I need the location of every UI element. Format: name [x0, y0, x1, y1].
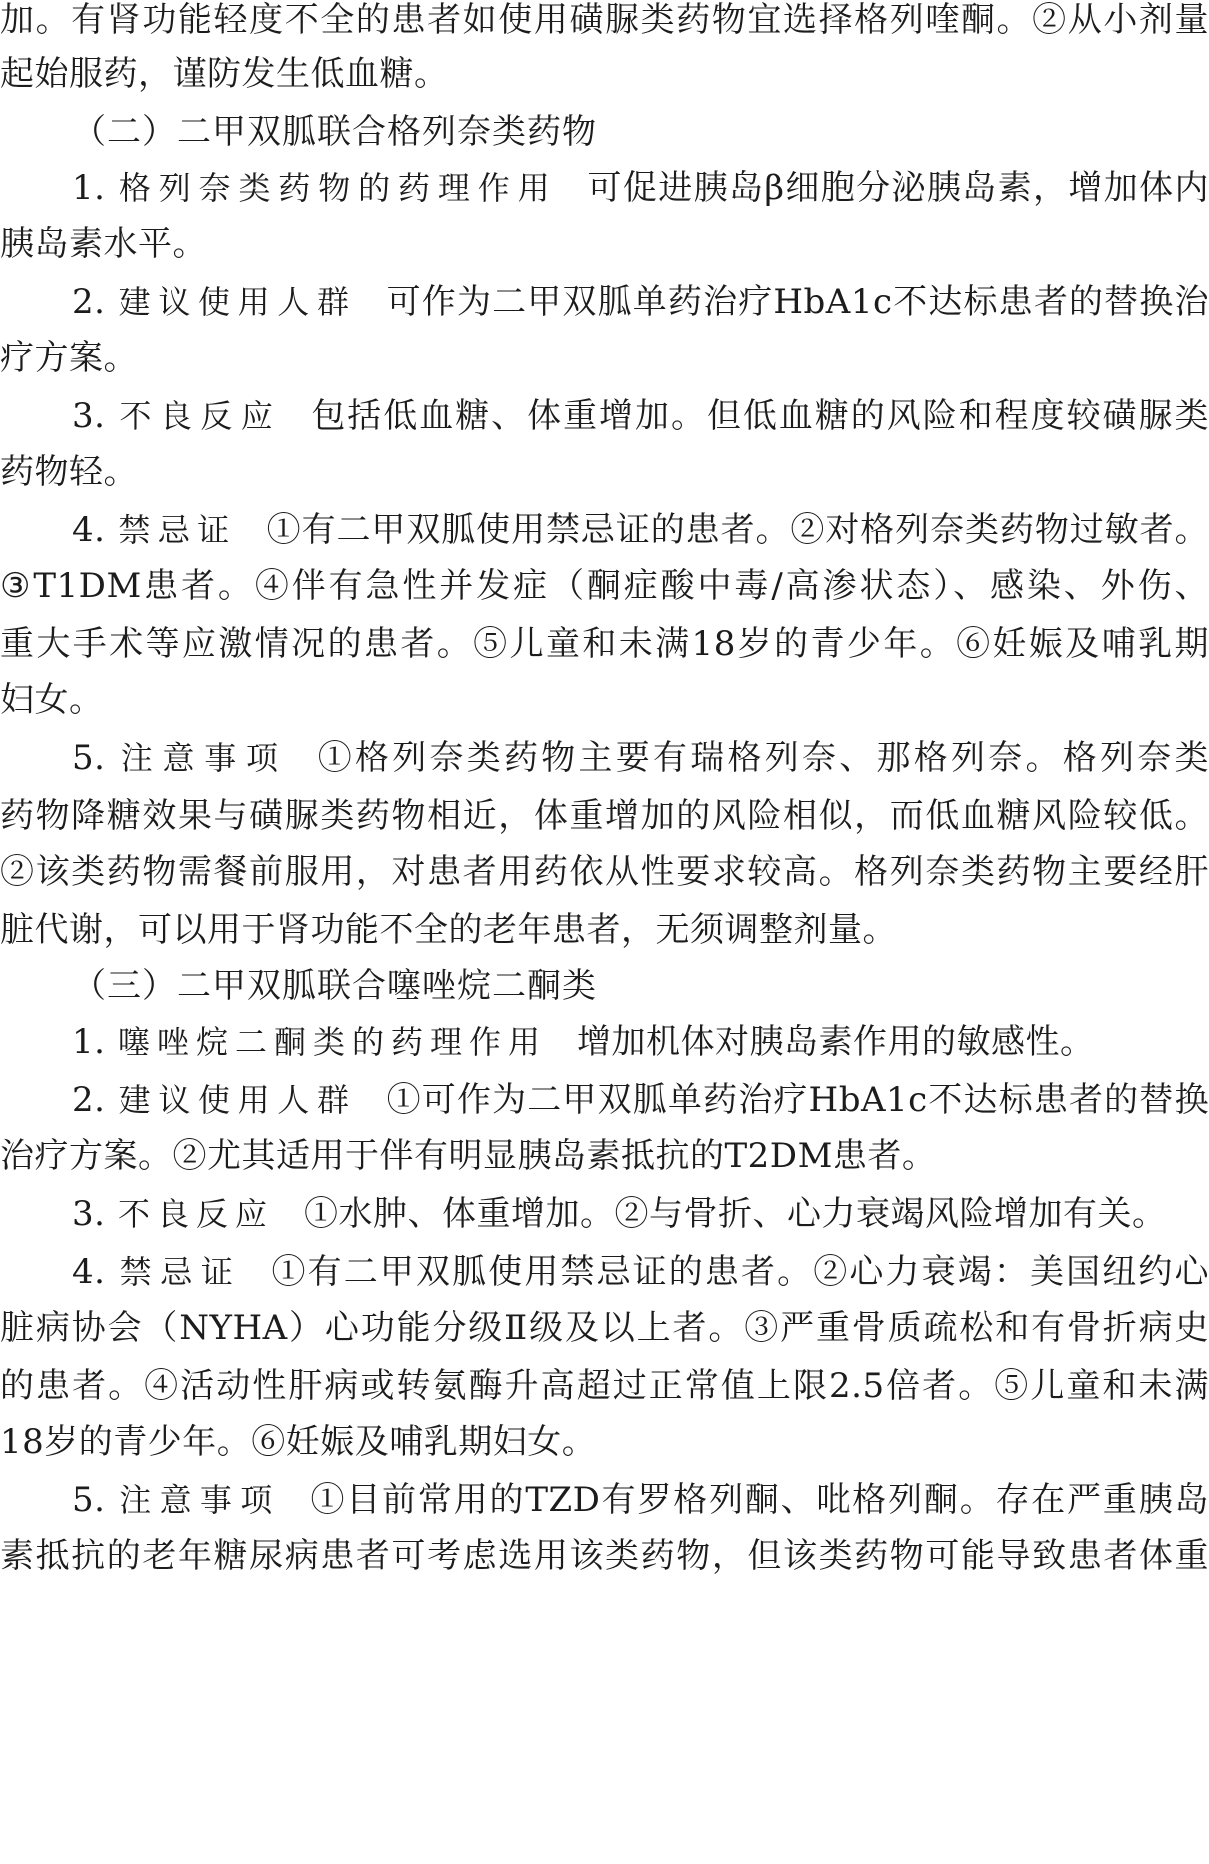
text-line: 胰岛素水平。: [0, 224, 207, 264]
item-text: ①有二甲双胍使用禁忌证的患者。②心力衰竭：美国纽约心: [271, 1252, 1209, 1292]
item-number: 4.: [72, 510, 106, 550]
item-text: ①格列奈类药物主要有瑞格列奈、那格列奈。格列奈类: [317, 738, 1209, 778]
text-line: 脏病协会（NYHA）心功能分级Ⅱ级及以上者。③严重骨质疏松和有骨折病史: [0, 1308, 1209, 1348]
text-line: 素抵抗的老年糖尿病患者可考虑选用该类药物，但该类药物可能导致患者体重: [0, 1536, 1209, 1576]
text-line: ③T1DM患者。④伴有急性并发症（酮症酸中毒/高渗状态）、感染、外伤、: [0, 566, 1209, 606]
text-line: 疗方案。: [0, 338, 138, 378]
text-line: 的患者。④活动性肝病或转氨酶升高超过正常值上限2.5倍者。⑤儿童和未满: [0, 1366, 1209, 1406]
item-text: 包括低血糖、体重增加。但低血糖的风险和程度较磺脲类: [311, 396, 1209, 436]
text-line: 18岁的青少年。⑥妊娠及哺乳期妇女。: [0, 1422, 597, 1462]
text-line: 药物轻。: [0, 452, 138, 492]
item-number: 4.: [72, 1252, 106, 1292]
item-number: 5.: [72, 738, 106, 778]
text-line: 妇女。: [0, 680, 104, 720]
text-line: 重大手术等应激情况的患者。⑤儿童和未满18岁的青少年。⑥妊娠及哺乳期: [0, 624, 1209, 664]
item-label: 建议使用人群: [118, 1081, 357, 1119]
text-line: 脏代谢，可以用于肾功能不全的老年患者，无须调整剂量。: [0, 910, 897, 950]
item-number: 5.: [72, 1480, 106, 1520]
item-text: 增加机体对胰岛素作用的敏感性。: [577, 1022, 1095, 1062]
item-number: 2.: [72, 282, 106, 322]
text-line: 治疗方案。②尤其适用于伴有明显胰岛素抵抗的T2DM患者。: [0, 1136, 937, 1176]
item-number: 2.: [72, 1080, 106, 1120]
item-label: 禁忌证: [118, 1253, 242, 1291]
text-line: 起始服药，谨防发生低血糖。: [0, 54, 449, 94]
text-line: ②该类药物需餐前服用，对患者用药依从性要求较高。格列奈类药物主要经肝: [0, 852, 1209, 892]
text-line: 药物降糖效果与磺脲类药物相近，体重增加的风险相似，而低血糖风险较低。: [0, 796, 1209, 836]
item-number: 1.: [72, 1022, 106, 1062]
text-line: 加。有肾功能轻度不全的患者如使用磺脲类药物宜选择格列喹酮。②从小剂量: [0, 0, 1209, 40]
item-text: 可作为二甲双胍单药治疗HbA1c不达标患者的替换治: [386, 282, 1209, 322]
item-text: 可促进胰岛β细胞分泌胰岛素，增加体内: [587, 168, 1209, 208]
item-label: 噻唑烷二酮类的药理作用: [118, 1023, 548, 1061]
item-label: 禁忌证: [118, 511, 237, 549]
section-heading: （二）二甲双胍联合格列奈类药物: [72, 112, 597, 152]
item-text: ①可作为二甲双胍单药治疗HbA1c不达标患者的替换: [386, 1080, 1209, 1120]
item-label: 建议使用人群: [118, 283, 357, 321]
item-label: 格列奈类药物的药理作用: [118, 169, 558, 207]
item-number: 3.: [72, 396, 106, 436]
section-heading: （三）二甲双胍联合噻唑烷二酮类: [72, 966, 597, 1006]
item-text: ①有二甲双胍使用禁忌证的患者。②对格列奈类药物过敏者。: [266, 510, 1209, 550]
item-text: ①水肿、体重增加。②与骨折、心力衰竭风险增加有关。: [304, 1194, 1167, 1234]
item-label: 注意事项: [118, 1481, 281, 1519]
item-label: 不良反应: [118, 1195, 275, 1233]
item-label: 不良反应: [118, 397, 282, 435]
item-number: 1.: [72, 168, 106, 208]
item-label: 注意事项: [118, 739, 288, 777]
item-text: ①目前常用的TZD有罗格列酮、吡格列酮。存在严重胰岛: [310, 1480, 1209, 1520]
item-number: 3.: [72, 1194, 106, 1234]
